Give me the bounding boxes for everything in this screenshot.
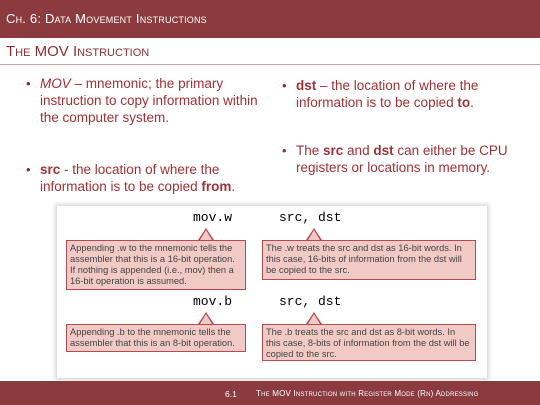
bullet-src: [26, 161, 280, 195]
term-mov: MOV: [40, 76, 71, 91]
code-mov-b: mov.b: [193, 294, 233, 309]
term-from: from: [201, 179, 232, 194]
note-8bit-assembler: Appending .b to the mnemonic tells the assembler that this is an 8-bit operation.: [66, 324, 246, 352]
chapter-title: Ch. 6: Data Movement Instructions: [6, 11, 207, 26]
footer-bar: [0, 381, 540, 405]
bullet-src-text: - the location of where the information is to be copied: [40, 162, 220, 194]
bullet-mov: [26, 75, 265, 126]
term-dst-2: dst: [373, 143, 394, 158]
term-src: src: [40, 162, 61, 177]
note-16bit-assembler: Appending .w to the mnemonic tells the assembler that this is a 16-bit operation. If nothing is appended (i.e., mov) then a 16-bit operation is assumed.: [66, 240, 246, 290]
bullet-dot-icon: •: [26, 76, 31, 91]
instruction-diagram: [57, 206, 487, 378]
bullet-dst-text: – the location of where the information is to be copied: [296, 78, 479, 110]
code-operands-1: src, dst: [279, 210, 342, 225]
arrow-up-icon: [306, 228, 322, 240]
bullet-both-prefix: The: [296, 143, 324, 158]
bullet-dot-icon: •: [282, 78, 287, 93]
footer-title: The MOV Instruction with Register Mode (Rn) Addressing: [256, 389, 479, 398]
term-to: to: [457, 95, 471, 110]
bullet-dst: [282, 77, 531, 111]
bullet-src-end: .: [231, 179, 236, 194]
header-bar: [0, 0, 540, 38]
bullet-dot-icon: •: [26, 162, 31, 177]
term-dst: dst: [296, 78, 317, 93]
arrow-up-icon: [198, 312, 214, 324]
bullet-both: [282, 142, 526, 176]
bullet-both-text: can either be CPU registers or locations in memory.: [296, 143, 508, 175]
bullet-dst-end: .: [470, 95, 474, 110]
divider: [0, 64, 540, 65]
note-16bit-words: The .w treats the src and dst as 16-bit words. In this case, 16-bits of information from the dst will be copied to the src.: [262, 240, 476, 280]
code-operands-2: src, dst: [279, 294, 342, 309]
bullet-mov-text: – mnemonic; the primary instruction to copy information within the computer system.: [40, 76, 258, 125]
bullet-both-mid: and: [343, 143, 374, 158]
section-title: The MOV Instruction: [6, 43, 150, 60]
arrow-up-icon: [306, 312, 322, 324]
code-mov-w: mov.w: [193, 210, 233, 225]
note-8bit-words: The .b treats the src and dst as 8-bit words. In this case, 8-bits of information from the dst will be copied to the src.: [262, 324, 476, 361]
slide-number: 6.1: [225, 389, 237, 399]
arrow-up-icon: [198, 228, 214, 240]
bullet-dot-icon: •: [282, 143, 287, 158]
term-src-2: src: [323, 143, 344, 158]
